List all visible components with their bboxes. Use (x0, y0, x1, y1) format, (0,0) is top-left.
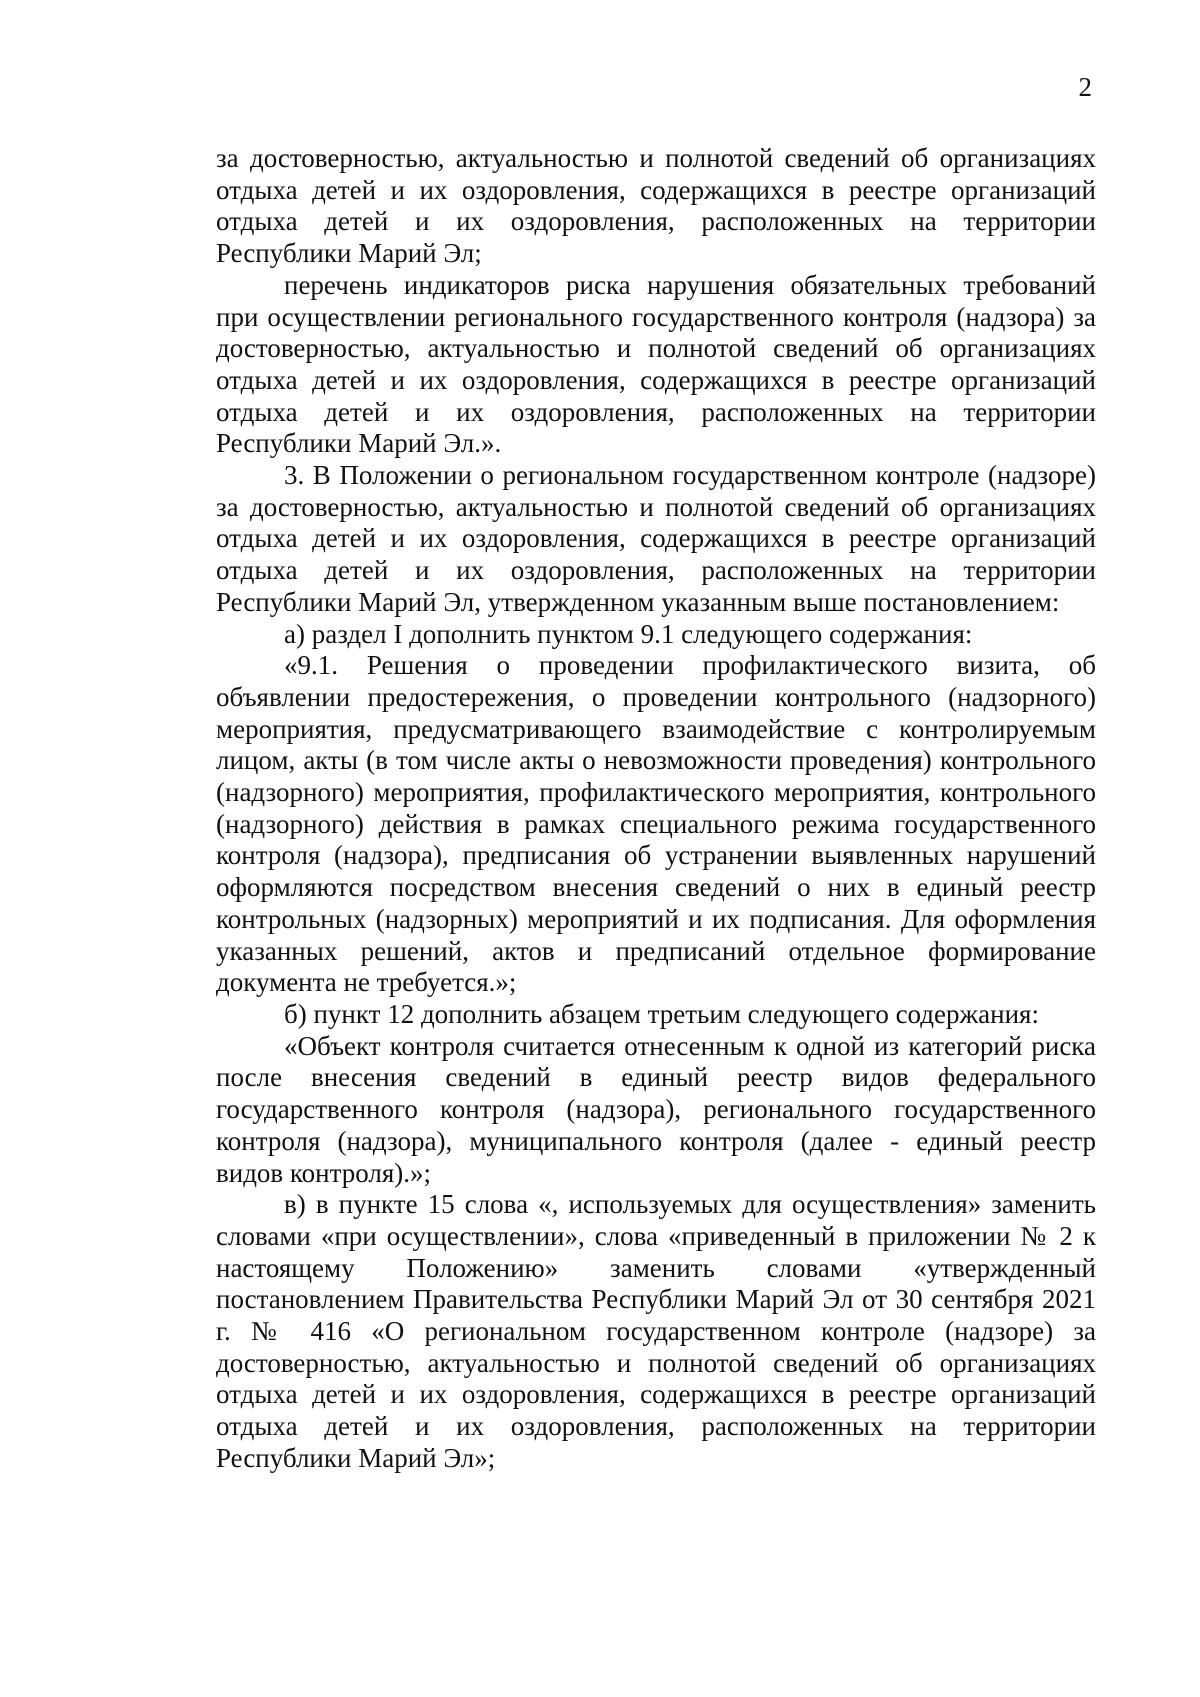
paragraph-item-3: 3. В Положении о региональном государственном контроле (надзоре) за достоверностью, актуальностью и полнотой сведений об организациях отдыха детей и их оздоровления, содержащихся в реестре организаций отдыха детей и их оздоровления, расположенных на территории Республики Марий Эл, утвержденном указанным выше постановлением: (216, 460, 1096, 617)
paragraph-subitem-a: а) раздел I дополнить пунктом 9.1 следующего содержания: (284, 618, 973, 649)
paragraph-subitem-v: в) в пункте 15 слова «, используемых для осуществления» заменить словами «при осуществлении», слова «приведенный в приложении № 2 к настоящему Положению» заменить словами «утвержденный постановлением Правительства Республики Марий Эл от 30 сентября 2021 г. № 416 «О региональном государственном контроле (надзоре) за достоверностью, актуальностью и полнотой сведений об организациях отдыха детей и их оздоровления, содержащихся в реестре организаций отдыха детей и их оздоровления, расположенных на территории Республики Марий Эл»; (216, 1189, 1096, 1473)
page-number: 2 (1078, 72, 1092, 102)
paragraph-risk-category-text: «Объект контроля считается отнесенным к одной из категорий риска после внесения сведений в единый реестр видов федерального государственного контроля (надзора), регионального государственного контроля (надзора), муниципального контроля (далее - единый реестр видов контроля).»; (216, 1030, 1096, 1188)
document-body (216, 143, 1096, 1475)
paragraph-subitem-b: б) пункт 12 дополнить абзацем третьим следующего содержания: (284, 998, 1039, 1029)
paragraph-clause-9-1: «9.1. Решения о проведении профилактического визита, об объявлении предостережения, о проведении контрольного (надзорного) мероприятия, предусматривающего взаимодействие с контролируемым лицом, акты (в том числе акты о невозможности проведения) контрольного (надзорного) мероприятия, профилактического мероприятия, контрольного (надзорного) действия в рамках специального режима государственного контроля (надзора), предписания об устранении выявленных нарушений оформляются посредством внесения сведений о них в единый реестр контрольных (надзорных) мероприятий и их подписания. Для оформления указанных решений, актов и предписаний отдельное формирование документа не требуется.»; (216, 650, 1096, 998)
paragraph-continuation: за достоверностью, актуальностью и полнотой сведений об организациях отдыха детей и их оздоровления, содержащихся в реестре организаций отдыха детей и их оздоровления, расположенных на территории Республики Марий Эл; (216, 143, 1096, 269)
paragraph-risk-indicators-list: перечень индикаторов риска нарушения обязательных требований при осуществлении регионального государственного контроля (надзора) за достоверностью, актуальностью и полнотой сведений об организациях отдыха детей и их оздоровления, содержащихся в реестре организаций отдыха детей и их оздоровления, расположенных на территории Республики Марий Эл.». (216, 269, 1096, 459)
